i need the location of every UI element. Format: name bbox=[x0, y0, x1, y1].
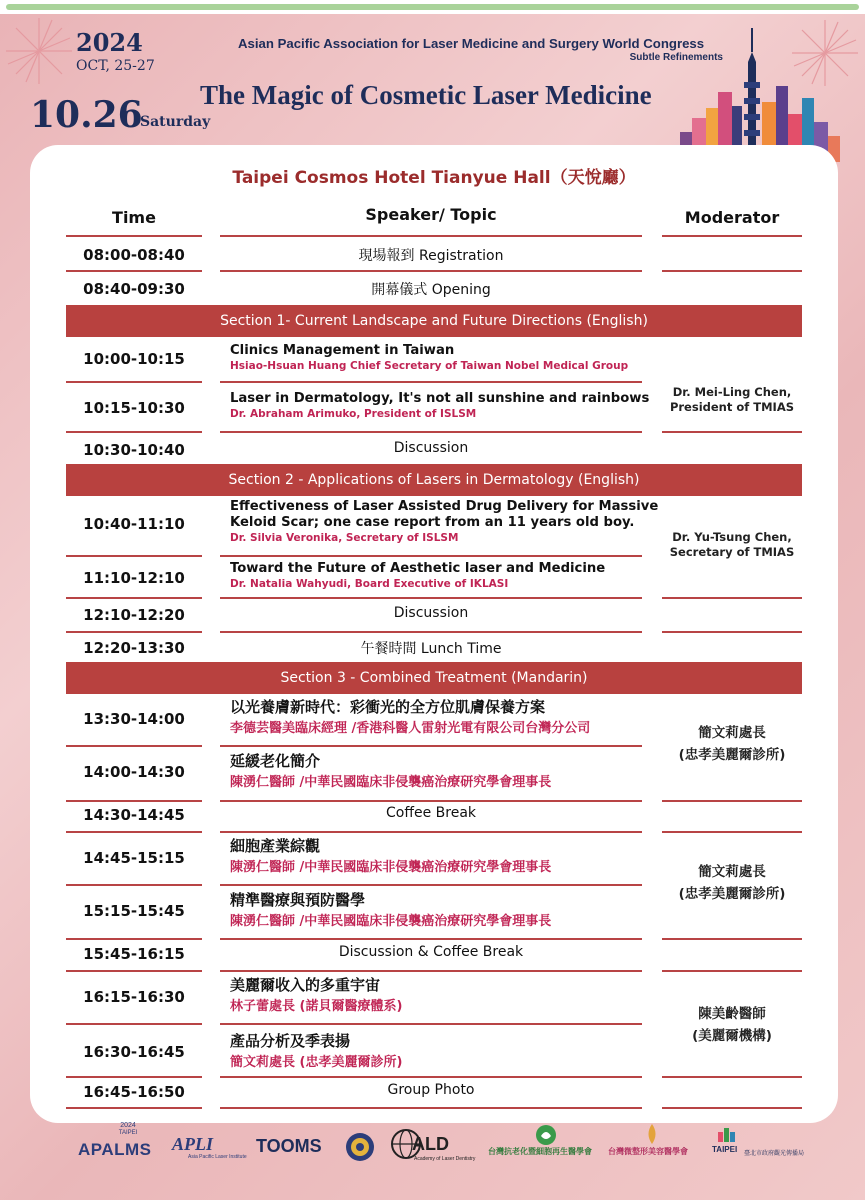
header bbox=[0, 14, 865, 154]
row-time: 16:15-16:30 bbox=[83, 988, 185, 1006]
moderator-name: 簡文莉處長 bbox=[698, 725, 766, 741]
row-topic bbox=[230, 890, 660, 931]
seal-icon bbox=[345, 1132, 375, 1162]
apalms-city: TAIPEI bbox=[118, 1130, 138, 1136]
apli-logo: APLI bbox=[172, 1134, 214, 1154]
event-subtitle: Subtle Refinements bbox=[629, 52, 723, 63]
row-topic bbox=[230, 697, 660, 738]
event-dates: OCT, 25-27 bbox=[76, 58, 155, 74]
moderator-4 bbox=[662, 861, 802, 905]
column-header-time: Time bbox=[112, 208, 156, 227]
row-topic: Coffee Break bbox=[385, 805, 476, 821]
row-topic: Discussion bbox=[393, 605, 469, 621]
row-topic bbox=[230, 1031, 660, 1072]
row-time: 10:00-10:15 bbox=[83, 350, 185, 368]
topic-title: 美麗爾收入的多重宇宙 bbox=[230, 976, 381, 994]
apalms-year: 2024 bbox=[120, 1122, 136, 1129]
moderator-3 bbox=[662, 722, 802, 766]
row-time: 15:45-16:15 bbox=[83, 945, 185, 963]
taipei-dept: 臺北市政府觀光傳播局 bbox=[744, 1151, 805, 1157]
event-year: 2024 bbox=[76, 28, 143, 57]
moderator-name: 陳美齡醫師 bbox=[698, 1006, 766, 1022]
moderator-title: Secretary of TMIAS bbox=[669, 545, 795, 559]
topic-title: Toward the Future of Aesthetic laser and Medicine bbox=[230, 561, 606, 576]
page-title: The Magic of Cosmetic Laser Medicine bbox=[200, 80, 652, 110]
row-time: 08:00-08:40 bbox=[83, 246, 185, 264]
apli-subtitle: Asia Pacific Laser Institute bbox=[188, 1154, 247, 1160]
row-time: 13:30-14:00 bbox=[83, 710, 185, 728]
column-header-moderator: Moderator bbox=[684, 208, 780, 227]
row-topic: Group Photo bbox=[387, 1082, 475, 1098]
moderator-title: (忠孝美麗爾診所) bbox=[678, 886, 786, 902]
topic-speaker: Hsiao-Hsuan Huang Chief Secretary of Taiwan Nobel Medical Group bbox=[230, 360, 629, 372]
firework-left-icon bbox=[4, 16, 74, 86]
row-time: 14:00-14:30 bbox=[83, 763, 185, 781]
row-topic bbox=[230, 751, 660, 792]
row-topic: Discussion bbox=[393, 440, 469, 456]
topic-title: 細胞產業綜觀 bbox=[230, 837, 321, 855]
top-strip bbox=[0, 0, 865, 14]
row-topic bbox=[230, 499, 660, 545]
row-topic: Discussion & Coffee Break bbox=[338, 944, 524, 960]
row-time: 11:10-12:10 bbox=[83, 569, 185, 587]
association-name: Asian Pacific Association for Laser Medicine and Surgery World Congress bbox=[238, 36, 705, 51]
row-time: 10:15-10:30 bbox=[83, 399, 185, 417]
row-topic: 現場報到 Registration bbox=[358, 248, 504, 264]
tooms-logo: TOOMS bbox=[256, 1136, 322, 1156]
row-time: 12:10-12:20 bbox=[83, 606, 185, 624]
tmias-flame-icon bbox=[645, 1124, 659, 1144]
moderator-name: Dr. Yu-Tsung Chen, bbox=[672, 530, 792, 544]
row-topic bbox=[230, 836, 660, 877]
topic-speaker: Dr. Silvia Veronika, Secretary of ISLSM bbox=[230, 532, 459, 544]
row-time: 10:30-10:40 bbox=[83, 441, 185, 459]
moderator-name: 簡文莉處長 bbox=[698, 864, 766, 880]
topic-title: Clinics Management in Taiwan bbox=[230, 343, 455, 358]
day-number: 10.26 bbox=[30, 94, 143, 136]
moderator-2 bbox=[662, 530, 802, 560]
row-time: 16:45-16:50 bbox=[83, 1083, 185, 1101]
moderator-title: President of TMIAS bbox=[669, 400, 795, 414]
row-time: 16:30-16:45 bbox=[83, 1043, 185, 1061]
topic-speaker: 李德芸醫美臨床經理 /香港科醫人雷射光電有限公司台灣分公司 bbox=[230, 721, 591, 736]
topic-speaker: 陳湧仁醫師 /中華民國臨床非侵襲癌治療研究學會理事長 bbox=[230, 860, 552, 875]
topic-speaker: 林子蕾處長 (諾貝爾醫療體系) bbox=[230, 999, 403, 1014]
schedule-card bbox=[30, 145, 838, 1123]
row-time: 15:15-15:45 bbox=[83, 902, 185, 920]
section-header-3: Section 3 - Combined Treatment (Mandarin) bbox=[66, 662, 802, 694]
row-time: 10:40-11:10 bbox=[83, 515, 185, 533]
row-topic: 午餐時間 Lunch Time bbox=[360, 641, 502, 657]
venue-title: Taipei Cosmos Hotel Tianyue Hall（天悅廳） bbox=[232, 168, 636, 188]
moderator-title: (忠孝美麗爾診所) bbox=[678, 747, 786, 763]
tarm-logo: 台灣抗老化暨細胞再生醫學會 bbox=[488, 1147, 592, 1156]
section-header-2: Section 2 - Applications of Lasers in Dermatology (English) bbox=[66, 464, 802, 496]
row-time: 08:40-09:30 bbox=[83, 280, 185, 298]
section-header-1: Section 1- Current Landscape and Future Directions (English) bbox=[66, 305, 802, 337]
topic-title: 延緩老化簡介 bbox=[230, 752, 321, 770]
topic-title: 以光養膚新時代：彩衝光的全方位肌膚保養方案 bbox=[230, 698, 546, 716]
column-header-topic: Speaker/ Topic bbox=[365, 205, 497, 224]
row-topic: 開幕儀式 Opening bbox=[371, 282, 491, 298]
row-topic bbox=[230, 391, 660, 421]
topic-title: 精準醫療與預防醫學 bbox=[230, 891, 366, 909]
topic-speaker: Dr. Natalia Wahyudi, Board Executive of IKLASI bbox=[230, 578, 509, 590]
row-time: 14:45-15:15 bbox=[83, 849, 185, 867]
topic-title: Effectiveness of Laser Assisted Drug Delivery for Massive bbox=[230, 499, 659, 514]
topic-title: 產品分析及季表揚 bbox=[230, 1032, 351, 1050]
topic-speaker: 簡文莉處長 (忠孝美麗爾診所) bbox=[230, 1055, 403, 1070]
topic-title: Laser in Dermatology, It's not all sunshine and rainbows bbox=[230, 391, 650, 406]
ald-subtitle: Academy of Laser Dentistry bbox=[414, 1156, 476, 1162]
topic-speaker: 陳湧仁醫師 /中華民國臨床非侵襲癌治療研究學會理事長 bbox=[230, 775, 552, 790]
moderator-1 bbox=[662, 385, 802, 415]
row-topic bbox=[230, 975, 660, 1016]
moderator-title: (美麗爾機構) bbox=[692, 1028, 772, 1044]
taipei-logo: TAIPEI bbox=[712, 1145, 738, 1154]
ald-logo: ALD bbox=[412, 1134, 449, 1154]
row-time: 14:30-14:45 bbox=[83, 806, 185, 824]
moderator-name: Dr. Mei-Ling Chen, bbox=[672, 385, 792, 399]
topic-title: Keloid Scar; one case report from an 11 years old boy. bbox=[230, 515, 635, 530]
tmias-logo: 台灣微整形美容醫學會 bbox=[608, 1147, 688, 1156]
topic-speaker: 陳湧仁醫師 /中華民國臨床非侵襲癌治療研究學會理事長 bbox=[230, 914, 552, 929]
tarm-leaf-icon bbox=[535, 1124, 557, 1146]
row-topic bbox=[230, 561, 660, 591]
taipei-flower-icon bbox=[716, 1126, 738, 1144]
moderator-5 bbox=[662, 1003, 802, 1047]
taipei-skyline-icon bbox=[680, 22, 840, 162]
row-topic bbox=[230, 343, 660, 373]
sponsor-logos bbox=[0, 1122, 865, 1182]
topic-speaker: Dr. Abraham Arimuko, President of ISLSM bbox=[230, 408, 477, 420]
apalms-logo: APALMS bbox=[78, 1140, 152, 1159]
row-time: 12:20-13:30 bbox=[83, 639, 185, 657]
day-name: Saturday bbox=[140, 114, 211, 130]
